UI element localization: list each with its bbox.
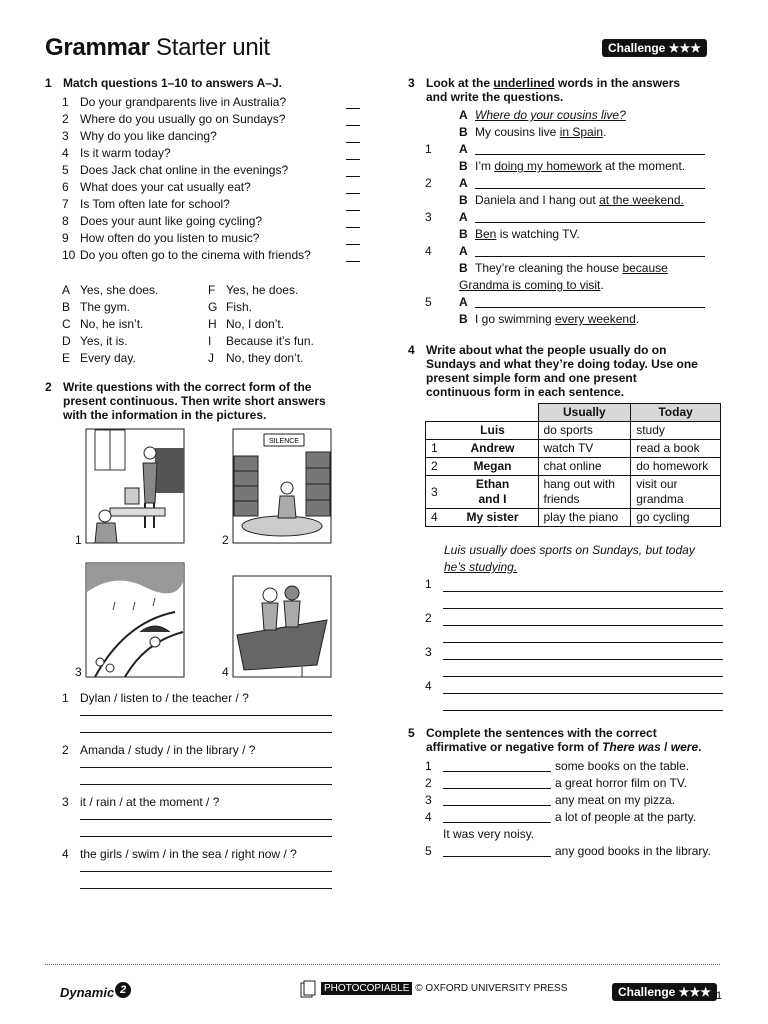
cell-line: play the piano <box>543 510 619 524</box>
answer-option <box>62 333 212 350</box>
question-text: Where do you usually go on Sundays? <box>80 112 286 126</box>
ex5-row-continued <box>425 826 735 843</box>
prompt-row <box>62 742 332 759</box>
writing-block <box>425 577 725 611</box>
answer-underlined: doing my homework <box>494 159 602 173</box>
row-number: 3 <box>426 476 448 509</box>
ex5-row <box>425 809 735 826</box>
answer-letter: H <box>208 317 217 331</box>
writing-block <box>425 645 725 679</box>
speaker-label: A <box>459 295 468 309</box>
answer-blank[interactable] <box>346 98 360 109</box>
item-number: 3 <box>425 793 432 807</box>
prompt-text: the girls / swim / in the sea / right now / ? <box>80 847 297 861</box>
ex4-lines <box>425 577 725 713</box>
speaker-label: B <box>459 125 468 139</box>
name-line: Andrew <box>470 441 515 455</box>
answer-line[interactable] <box>443 710 723 711</box>
answer-blank[interactable] <box>346 132 360 143</box>
answer-text: Yes, she does. <box>80 283 159 297</box>
prompt-number: 4 <box>62 847 69 861</box>
question-row <box>62 111 372 128</box>
question-text: Why do you like dancing? <box>80 129 217 143</box>
dynamic-logo: Dynamic 2 <box>60 982 131 1000</box>
ex3-row <box>425 311 725 328</box>
today-cell <box>631 440 721 458</box>
line-number: 2 <box>425 611 432 625</box>
item-number: 1 <box>425 142 432 156</box>
cell-line: hang out with <box>543 477 615 491</box>
answer-line[interactable] <box>443 693 723 694</box>
footer-challenge-badge: Challenge ★★★ <box>612 983 717 1001</box>
ex4-table <box>425 403 721 527</box>
name-line: Megan <box>473 459 512 473</box>
answer-text: They’re cleaning the house <box>475 261 623 275</box>
prompt-block <box>62 846 332 898</box>
answer-blank[interactable] <box>443 844 551 857</box>
answer-text: Yes, he does. <box>226 283 299 297</box>
answer-blank[interactable] <box>346 166 360 177</box>
usually-cell <box>538 422 631 440</box>
row-number: 1 <box>426 440 448 458</box>
answer-text-end: is watching TV. <box>496 227 580 241</box>
question-line[interactable] <box>475 176 705 189</box>
answer-text: Fish. <box>226 300 253 314</box>
answer-underlined: Ben <box>475 227 497 241</box>
answer-letter: F <box>208 283 216 297</box>
answer-underlined: because <box>622 261 668 275</box>
item-number: 4 <box>425 244 432 258</box>
cell-line: chat online <box>543 459 602 473</box>
question-row <box>62 145 372 162</box>
answer-text-end: at the moment. <box>601 159 686 173</box>
ex3-row <box>425 141 725 158</box>
answer-option <box>62 316 212 333</box>
speaker-label: A <box>459 210 468 224</box>
answer-letter: E <box>62 351 71 365</box>
item-number: 2 <box>425 776 432 790</box>
question-row <box>62 179 372 196</box>
picture-label-2: 2 <box>222 533 229 547</box>
challenge-badge: Challenge ★★★ <box>602 39 707 57</box>
picture-label-1: 1 <box>75 533 82 547</box>
item-number: 5 <box>425 295 432 309</box>
answer-letter: I <box>208 334 212 348</box>
classroom-picture <box>85 428 185 544</box>
question-row <box>62 196 372 213</box>
answer-underlined: Grandma is coming to visit <box>459 278 601 292</box>
answer-text: I’m <box>475 159 495 173</box>
ex4-heading: 4 Write about what the people usually do on Sundays and what they’re doing today. Use one present simple form and one present continuous form in each sentence. <box>408 343 698 399</box>
answer-text-end: . <box>600 278 604 292</box>
prompt-row <box>62 794 332 811</box>
question-number: 6 <box>62 180 69 194</box>
copyright-line: PHOTOCOPIABLE © OXFORD UNIVERSITY PRESS <box>321 983 567 994</box>
question-text: How often do you listen to music? <box>80 231 260 245</box>
page-title: Grammar Starter unit <box>45 34 270 61</box>
answer-text: Yes, it is. <box>80 334 128 348</box>
answer-option <box>62 350 212 367</box>
question-number: 8 <box>62 214 69 228</box>
cell-line: do sports <box>543 423 593 437</box>
speaker-label: B <box>459 261 468 275</box>
question-line[interactable] <box>475 244 705 257</box>
question-row <box>62 230 372 247</box>
question-number: 1 <box>62 95 69 109</box>
ex3-body <box>425 107 725 328</box>
question-text: Does Jack chat online in the evenings? <box>80 163 289 177</box>
item-number: 5 <box>425 844 432 858</box>
answer-blank[interactable] <box>346 149 360 160</box>
answer-option <box>208 350 358 367</box>
rain-park-picture <box>85 562 185 678</box>
ex5-row <box>425 792 735 809</box>
answer-text: I go swimming <box>475 312 556 326</box>
speaker-label: B <box>459 159 468 173</box>
name-line: and I <box>478 492 507 506</box>
ex3-row <box>425 294 725 311</box>
sentence-text: a great horror film on TV. <box>555 776 688 790</box>
answer-letter: B <box>62 300 71 314</box>
ex3-row <box>425 260 725 277</box>
example-answer: My cousins live <box>475 125 560 139</box>
item-number: 1 <box>425 759 432 773</box>
ex3-row <box>425 243 725 260</box>
answer-letter: G <box>208 300 218 314</box>
speaker-label: A <box>459 108 468 122</box>
speaker-label: A <box>459 244 468 258</box>
item-number: 3 <box>425 210 432 224</box>
name-line: Luis <box>480 423 505 437</box>
answer-text: No, he isn’t. <box>80 317 144 331</box>
ex5-heading: 5 Complete the sentences with the correct affirmative or negative form of There was / were. <box>408 726 702 754</box>
page-number: 1 <box>716 990 723 1002</box>
writing-block <box>425 611 725 645</box>
answer-blank[interactable] <box>346 234 360 245</box>
name-line: My sister <box>466 510 519 524</box>
cell-line: grandma <box>636 492 684 506</box>
sentence-text: any good books in the library. <box>555 844 711 858</box>
table-row <box>426 440 721 458</box>
today-cell <box>631 458 721 476</box>
footer-divider <box>45 964 720 965</box>
library-picture <box>232 428 332 544</box>
answer-option <box>208 299 358 316</box>
usually-cell <box>538 458 631 476</box>
answer-line[interactable] <box>80 767 332 768</box>
question-text: Does your aunt like going cycling? <box>80 214 263 228</box>
answer-blank[interactable] <box>346 251 360 262</box>
question-row <box>62 247 372 264</box>
answer-line[interactable] <box>443 659 723 660</box>
table-row <box>426 458 721 476</box>
question-row <box>62 162 372 179</box>
ex5-row <box>425 843 735 860</box>
ex3-row-continued <box>425 277 725 294</box>
prompt-number: 3 <box>62 795 69 809</box>
answer-blank[interactable] <box>443 759 551 772</box>
example-answer-end: . <box>603 125 607 139</box>
usually-cell <box>538 476 631 509</box>
person-name <box>448 422 539 440</box>
ex4-example: Luis usually does sports on Sundays, but today he’s studying. <box>444 543 695 574</box>
prompt-text: it / rain / at the moment / ? <box>80 795 220 809</box>
ex3-row <box>425 107 725 124</box>
item-number: 4 <box>425 810 432 824</box>
question-row <box>62 94 372 111</box>
prompt-number: 2 <box>62 743 69 757</box>
ex3-row <box>425 124 725 141</box>
question-text: What does your cat usually eat? <box>80 180 251 194</box>
answer-line[interactable] <box>80 871 332 872</box>
today-cell <box>631 476 721 509</box>
question-text: Do your grandparents live in Australia? <box>80 95 287 109</box>
prompt-block <box>62 690 332 742</box>
sentence-text: some books on the table. <box>555 759 690 773</box>
name-line: Ethan <box>475 477 510 491</box>
ex2-prompts <box>62 690 332 898</box>
table-row <box>426 476 721 509</box>
question-number: 2 <box>62 112 69 126</box>
silence-sign-text: SILENCE <box>269 438 299 445</box>
answer-line[interactable] <box>443 676 723 677</box>
row-number <box>426 422 448 440</box>
answer-letter: C <box>62 317 71 331</box>
speaker-label: B <box>459 227 468 241</box>
prompt-number: 1 <box>62 691 69 705</box>
answer-line[interactable] <box>80 888 332 889</box>
today-cell <box>631 509 721 527</box>
example-answer-underlined: in Spain <box>559 125 604 139</box>
ex3-row <box>425 175 725 192</box>
prompt-text: Amanda / study / in the library / ? <box>80 743 256 757</box>
answer-underlined: at the weekend. <box>599 193 684 207</box>
speaker-label: B <box>459 193 468 207</box>
table-row <box>426 422 721 440</box>
answer-option <box>208 333 358 350</box>
answer-line[interactable] <box>80 732 332 733</box>
answer-underlined: every weekend <box>555 312 636 326</box>
answer-blank[interactable] <box>346 183 360 194</box>
answer-letter: J <box>208 351 214 365</box>
answer-blank[interactable] <box>346 115 360 126</box>
answer-line[interactable] <box>443 642 723 643</box>
answer-line[interactable] <box>443 608 723 609</box>
answer-option <box>62 299 212 316</box>
answer-text: Daniela and I hang out <box>475 193 600 207</box>
ex1-questions <box>62 94 372 264</box>
cell-line: study <box>636 423 665 437</box>
question-number: 7 <box>62 197 69 211</box>
cell-line: go cycling <box>636 510 690 524</box>
prompt-row <box>62 846 332 863</box>
speaker-label: B <box>459 312 468 326</box>
prompt-block <box>62 794 332 846</box>
row-number: 4 <box>426 509 448 527</box>
question-row <box>62 128 372 145</box>
answer-blank[interactable] <box>443 810 551 823</box>
answer-line[interactable] <box>80 836 332 837</box>
speaker-label: A <box>459 176 468 190</box>
question-number: 10 <box>62 248 76 262</box>
answer-text: No, I don’t. <box>226 317 285 331</box>
answer-text: The gym. <box>80 300 131 314</box>
cell-line: visit our <box>636 477 678 491</box>
ex3-row <box>425 158 725 175</box>
ex3-row <box>425 209 725 226</box>
blank-cell <box>426 404 448 422</box>
line-number: 1 <box>425 577 432 591</box>
photocopy-icon <box>300 980 316 998</box>
column-header: Usually <box>538 404 631 422</box>
line-number: 3 <box>425 645 432 659</box>
ex3-heading: 3 Look at the underlined words in the answers and write the questions. <box>408 76 681 104</box>
writing-block <box>425 679 725 713</box>
prompt-text: Dylan / listen to / the teacher / ? <box>80 691 249 705</box>
question-number: 4 <box>62 146 69 160</box>
answer-option <box>208 282 358 299</box>
question-number: 9 <box>62 231 69 245</box>
line-number: 4 <box>425 679 432 693</box>
answer-text-end: . <box>635 312 640 326</box>
ex5-row <box>425 758 735 775</box>
question-line[interactable] <box>475 142 705 155</box>
answer-blank[interactable] <box>346 200 360 211</box>
today-cell <box>631 422 721 440</box>
answer-line[interactable] <box>443 591 723 592</box>
answer-text: Because it’s fun. <box>226 334 314 348</box>
item-number: 2 <box>425 176 432 190</box>
answer-line[interactable] <box>443 625 723 626</box>
question-line[interactable] <box>475 210 705 223</box>
column-header: Today <box>631 404 721 422</box>
question-line[interactable] <box>475 295 705 308</box>
picture-label-4: 4 <box>222 665 229 679</box>
answer-blank[interactable] <box>443 776 551 789</box>
person-name <box>448 476 539 509</box>
ex3-row <box>425 226 725 243</box>
answer-letter: D <box>62 334 71 348</box>
table-header-row <box>426 404 721 422</box>
prompt-block <box>62 742 332 794</box>
sentence-text: any meat on my pizza. <box>555 793 676 807</box>
ex1-answers-left <box>62 282 212 367</box>
cell-line: watch TV <box>543 441 594 455</box>
answer-blank[interactable] <box>346 217 360 228</box>
answer-text: Every day. <box>80 351 136 365</box>
person-name <box>448 458 539 476</box>
ex3-row <box>425 192 725 209</box>
question-number: 3 <box>62 129 69 143</box>
ex1-heading: 1 Match questions 1–10 to answers A–J. <box>45 76 282 90</box>
ex5-items <box>425 758 735 860</box>
blank-cell <box>448 404 539 422</box>
answer-text: No, they don’t. <box>226 351 304 365</box>
sentence-text: a lot of people at the party. <box>555 810 697 824</box>
boat-picture <box>232 575 332 678</box>
answer-line[interactable] <box>80 819 332 820</box>
answer-option <box>62 282 212 299</box>
ex2-heading: 2 Write questions with the correct form of the present continuous. Then write short answers with the information in the pictures. <box>45 380 326 422</box>
usually-cell <box>538 440 631 458</box>
answer-option <box>208 316 358 333</box>
question-row <box>62 213 372 230</box>
example-question: Where do your cousins live? <box>475 108 626 122</box>
cell-line: read a book <box>636 441 700 455</box>
question-number: 5 <box>62 163 69 177</box>
ex1-answers-right <box>208 282 358 367</box>
sentence-text: It was very noisy. <box>443 827 535 841</box>
cell-line: do homework <box>636 459 709 473</box>
picture-label-3: 3 <box>75 665 82 679</box>
answer-letter: A <box>62 283 71 297</box>
answer-blank[interactable] <box>443 793 551 806</box>
speaker-label: A <box>459 142 468 156</box>
person-name <box>448 509 539 527</box>
table-row <box>426 509 721 527</box>
question-text: Is it warm today? <box>80 146 171 160</box>
person-name <box>448 440 539 458</box>
prompt-row <box>62 690 332 707</box>
question-text: Is Tom often late for school? <box>80 197 230 211</box>
answer-line[interactable] <box>80 784 332 785</box>
row-number: 2 <box>426 458 448 476</box>
answer-line[interactable] <box>80 715 332 716</box>
ex5-row <box>425 775 735 792</box>
usually-cell <box>538 509 631 527</box>
cell-line: friends <box>543 492 580 506</box>
question-text: Do you often go to the cinema with friends? <box>80 248 311 262</box>
